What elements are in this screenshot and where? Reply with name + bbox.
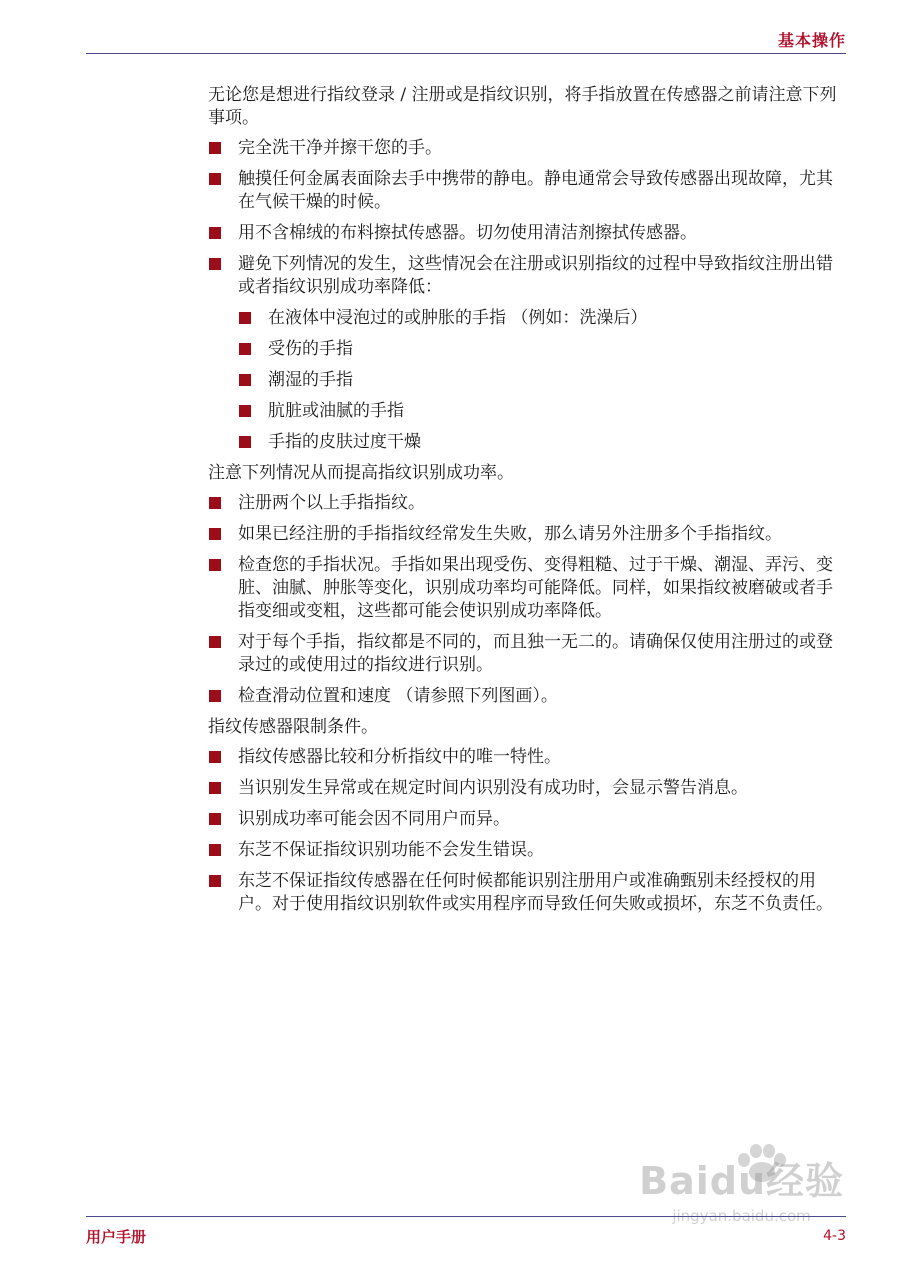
square-bullet-icon xyxy=(209,813,221,825)
sub-list-item-text: 受伤的手指 xyxy=(268,339,353,359)
sub-list-item xyxy=(238,400,844,423)
list-item-text: 注册两个以上手指指纹。 xyxy=(238,493,425,513)
improve-rate-list xyxy=(208,492,844,708)
square-bullet-icon xyxy=(209,258,221,270)
list-item xyxy=(208,746,844,769)
baidu-watermark xyxy=(639,1150,844,1225)
square-bullet-icon xyxy=(209,690,221,702)
watermark-logo: Baidu经验 xyxy=(639,1159,844,1203)
footer-manual-title: 用户手册 xyxy=(86,1228,147,1246)
list-item xyxy=(208,523,844,546)
sub-list-item xyxy=(238,307,844,330)
list-item-text: 触摸任何金属表面除去手中携带的静电。静电通常会导致传感器出现故障，尤其在气候干燥的时候。 xyxy=(238,169,833,212)
list-item-text: 当识别发生异常或在规定时间内识别没有成功时，会显示警告消息。 xyxy=(238,778,748,798)
square-bullet-icon xyxy=(209,142,221,154)
square-bullet-icon xyxy=(209,559,221,571)
list-item-text: 指纹传感器比较和分析指纹中的唯一特性。 xyxy=(238,747,561,767)
page-header-title: 基本操作 xyxy=(777,31,846,50)
list-item-text: 完全洗干净并擦干您的手。 xyxy=(238,138,442,158)
footer-divider xyxy=(86,1216,846,1217)
list-item xyxy=(208,808,844,831)
list-item xyxy=(208,253,844,454)
square-bullet-icon xyxy=(209,173,221,185)
intro-paragraph: 无论您是想进行指纹登录 / 注册或是指纹识别，将手指放置在传感器之前请注意下列事项。 xyxy=(208,85,837,128)
square-bullet-icon xyxy=(209,751,221,763)
square-bullet-icon xyxy=(239,405,251,417)
square-bullet-icon xyxy=(209,636,221,648)
sub-list-item-text: 手指的皮肤过度干燥 xyxy=(268,432,421,452)
sensor-limits-paragraph: 指纹传感器限制条件。 xyxy=(208,717,378,737)
list-item-text: 对于每个手指，指纹都是不同的，而且独一无二的。请确保仅使用注册过的或登录过的或使用过的指纹进行识别。 xyxy=(238,632,833,675)
sub-list-item xyxy=(238,369,844,392)
improve-rate-paragraph: 注意下列情况从而提高指纹识别成功率。 xyxy=(208,463,514,483)
square-bullet-icon xyxy=(239,343,251,355)
list-item xyxy=(208,870,844,916)
sub-list-item xyxy=(238,431,844,454)
list-item-text: 识别成功率可能会因不同用户而异。 xyxy=(238,809,510,829)
list-item-text: 检查滑动位置和速度 （请参照下列图画）。 xyxy=(238,686,558,706)
list-item xyxy=(208,685,844,708)
precautions-list xyxy=(208,137,844,454)
list-item-text: 东芝不保证指纹传感器在任何时候都能识别注册用户或准确甄别未经授权的用户。对于使用指纹识别软件或实用程序而导致任何失败或损坏，东芝不负责任。 xyxy=(238,871,833,914)
square-bullet-icon xyxy=(209,497,221,509)
square-bullet-icon xyxy=(209,875,221,887)
square-bullet-icon xyxy=(209,227,221,239)
page-number: 4-3 xyxy=(823,1228,846,1244)
list-item xyxy=(208,777,844,800)
list-item xyxy=(208,839,844,862)
sub-list-item-text: 潮湿的手指 xyxy=(268,370,353,390)
square-bullet-icon xyxy=(209,528,221,540)
list-item xyxy=(208,492,844,515)
list-item xyxy=(208,631,844,677)
list-item xyxy=(208,137,844,160)
square-bullet-icon xyxy=(209,844,221,856)
sub-list-item xyxy=(238,338,844,361)
list-item-text: 东芝不保证指纹识别功能不会发生错误。 xyxy=(238,840,544,860)
sub-list-item-text: 在液体中浸泡过的或肿胀的手指 （例如：洗澡后） xyxy=(268,308,648,328)
list-item xyxy=(208,554,844,623)
square-bullet-icon xyxy=(239,374,251,386)
main-content xyxy=(208,84,844,924)
watermark-url: jingyan.baidu.com xyxy=(672,1207,811,1225)
list-item-text: 检查您的手指状况。手指如果出现受伤、变得粗糙、过于干燥、潮湿、弄污、变脏、油腻、肿胀等变化，识别成功率均可能降低。同样，如果指纹被磨破或者手指变细或变粗，这些都可能会使识别成功率降低。 xyxy=(238,555,833,621)
sensor-limits-list xyxy=(208,746,844,916)
header-divider xyxy=(86,53,846,54)
list-item xyxy=(208,222,844,245)
list-item-text: 如果已经注册的手指指纹经常发生失败，那么请另外注册多个手指指纹。 xyxy=(238,524,782,544)
square-bullet-icon xyxy=(239,436,251,448)
list-item xyxy=(208,168,844,214)
square-bullet-icon xyxy=(209,782,221,794)
square-bullet-icon xyxy=(239,312,251,324)
list-item-text: 避免下列情况的发生，这些情况会在注册或识别指纹的过程中导致指纹注册出错或者指纹识别成功率降低： xyxy=(238,254,833,297)
sub-list xyxy=(238,307,844,454)
sub-list-item-text: 肮脏或油腻的手指 xyxy=(268,401,404,421)
list-item-text: 用不含棉绒的布料擦拭传感器。切勿使用清洁剂擦拭传感器。 xyxy=(238,223,697,243)
